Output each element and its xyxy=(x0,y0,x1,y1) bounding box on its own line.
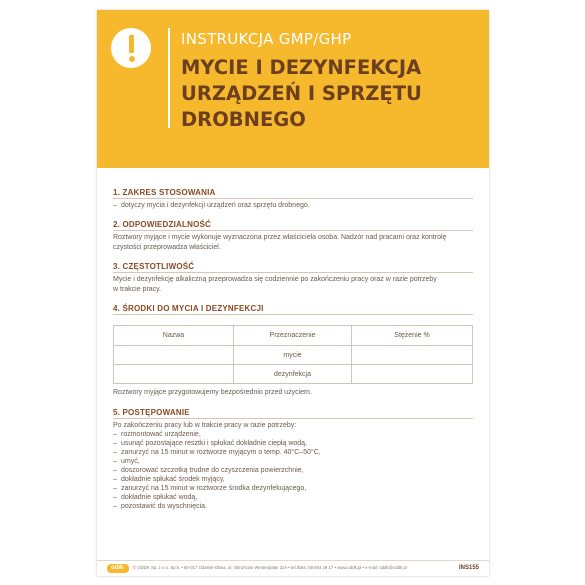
divider xyxy=(113,418,473,419)
list-item: – rozmontować urządzenie, xyxy=(113,430,475,439)
section-heading: 2. ODPOWIEDZIALNOŚĆ xyxy=(113,220,212,229)
divider xyxy=(113,230,473,231)
section-agents xyxy=(113,304,475,398)
divider xyxy=(113,198,473,199)
table-cell xyxy=(352,365,473,384)
paragraph-line: Roztwory myjące i mycie wykonuje wyznaczona przez właściciela osoba. Nadzór nad pracami oraz kontrolę xyxy=(113,234,447,241)
section-heading: 3. CZĘSTOTLIWOŚĆ xyxy=(113,262,195,271)
content xyxy=(113,188,475,511)
table-cell: dezynfekcja xyxy=(234,365,352,384)
section-heading: 5. POSTĘPOWANIE xyxy=(113,407,190,417)
table-cell xyxy=(114,365,234,384)
list-item: – umyć, xyxy=(113,457,475,466)
divider xyxy=(113,314,473,315)
list-item: – dokładnie spłukać środek myjący, xyxy=(113,475,475,484)
table-header-row xyxy=(114,326,473,346)
paragraph-line: w trakcie pracy. xyxy=(113,285,162,293)
logo xyxy=(107,564,129,573)
paragraph-line: czystości przeprowadza właściciel. xyxy=(113,243,221,251)
column-header: Nazwa xyxy=(114,326,234,346)
list-item: – dokładnie spłukać wodą, xyxy=(113,493,475,502)
divider xyxy=(113,272,473,273)
list-item: – zanurzyć na 15 minut w roztworze myjącym o temp. 40°C–50°C, xyxy=(113,448,475,457)
section-procedure xyxy=(113,408,475,512)
section-responsibility xyxy=(113,220,475,252)
instruction-sheet xyxy=(97,10,489,576)
page-title xyxy=(181,55,481,133)
column-header: Przeznaczenie xyxy=(234,326,352,346)
agents-table xyxy=(113,325,473,384)
table-cell: mycie xyxy=(234,346,352,365)
title-line: URZĄDZEŃ I SPRZĘTU xyxy=(181,82,422,105)
table-row xyxy=(114,365,473,384)
list-item: – zanurzyć na 15 minut w roztworze środka dezynfekującego, xyxy=(113,484,475,493)
table-cell xyxy=(352,346,473,365)
exclamation-icon xyxy=(111,28,151,68)
table-row xyxy=(114,346,473,365)
header-divider xyxy=(168,28,170,128)
paragraph-line: Po zakończeniu pracy lub w trakcie pracy w razie potrzeby: xyxy=(113,421,297,429)
footer-contact: © ODDK Sp. z o.o. Sp.k. • 80-017 Gdańsk-Oliwa, ul. Obrońców Westerplatte 32A • tel./faks: 58 554 29 17 • www.oddk.pl • e-mail: oddk@oddk.pl xyxy=(133,565,407,570)
document-type: INSTRUKCJA GMP/GHP xyxy=(181,30,352,48)
table-note: Roztwory myjące przygotowujemy bezpośrednio przed użyciem. xyxy=(113,389,312,396)
section-heading: 1. ZAKRES STOSOWANIA xyxy=(113,188,216,197)
section-heading: 4. ŚRODKI DO MYCIA I DEZYNFEKCJI xyxy=(113,304,264,313)
column-header: Stężenie % xyxy=(352,326,473,346)
list-item: – usunąć pozostające resztki i spłukać dokładnie ciepłą wodą, xyxy=(113,439,475,448)
title-line: MYCIE I DEZYNFEKCJA xyxy=(181,56,422,79)
title-line: DROBNEGO xyxy=(181,108,306,131)
footer xyxy=(97,560,489,576)
list-item: – doszorować szczotką trudne do czyszczenia powierzchnie, xyxy=(113,466,475,475)
list-item: – pozostawić do wyschnięcia. xyxy=(113,502,475,511)
paragraph-line: Mycie i dezynfekcję alkaliczną przeprowadza się codziennie po zakończeniu pracy oraz w razie potrzeby xyxy=(113,276,437,283)
list-item: – dotyczy mycia i dezynfekcji urządzeń oraz sprzętu drobnego. xyxy=(113,201,475,210)
section-frequency xyxy=(113,262,475,294)
logo-text: odik xyxy=(111,565,124,571)
document-code: INS155 xyxy=(458,565,479,571)
header-banner xyxy=(97,10,489,168)
section-scope xyxy=(113,188,475,210)
table-cell xyxy=(114,346,234,365)
